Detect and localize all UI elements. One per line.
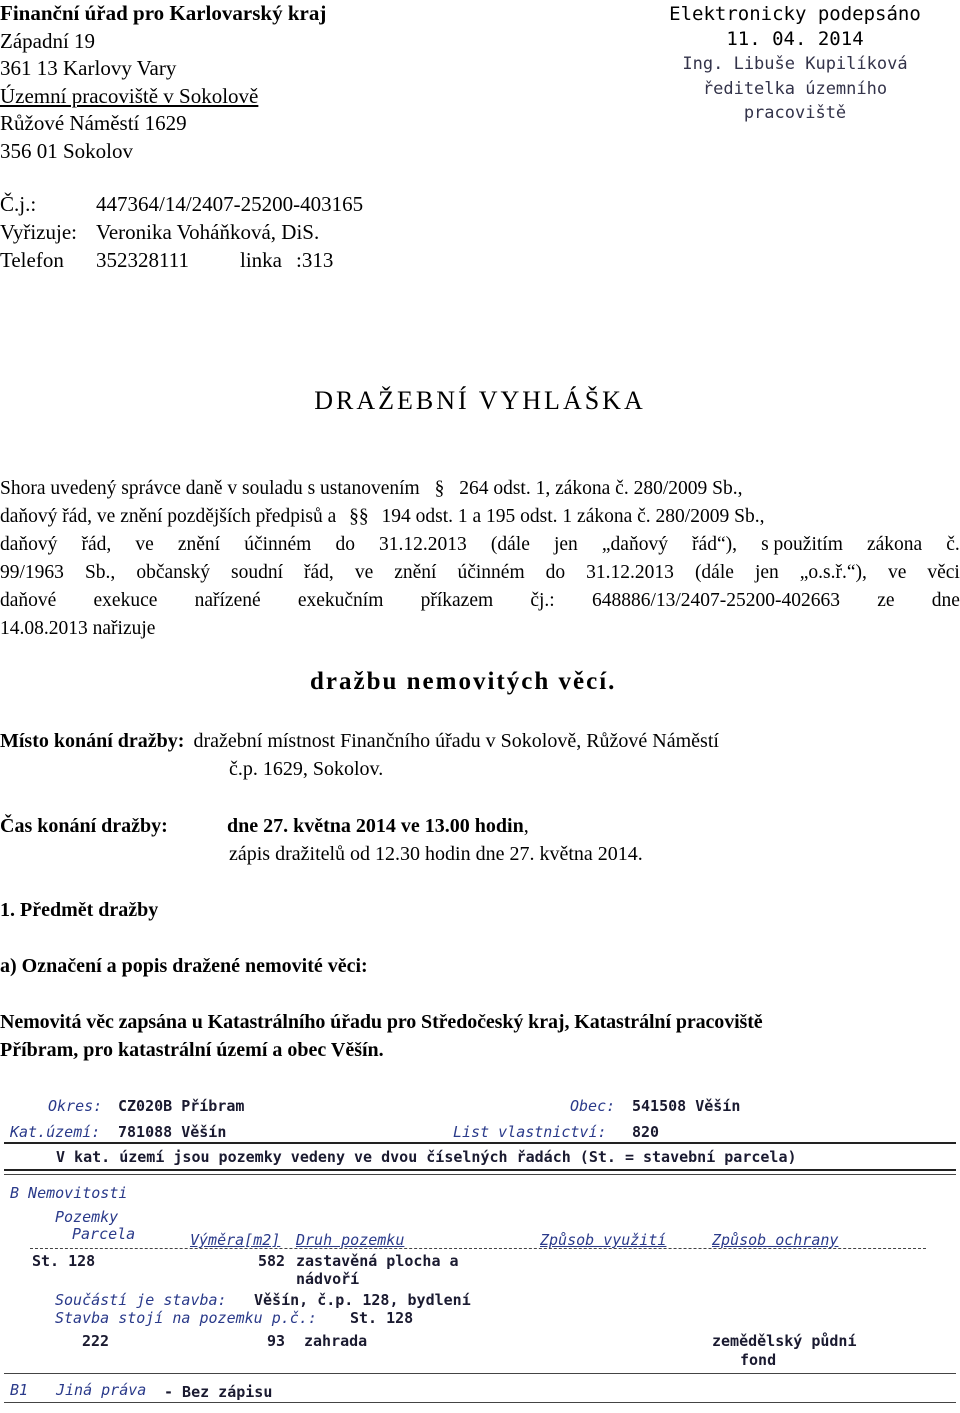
intro-line-5 [0, 587, 960, 615]
divider-bottom [4, 1402, 956, 1403]
word: znění [394, 562, 437, 583]
branch-name: Územní pracoviště v Sokolově [0, 83, 259, 108]
time-line1 [227, 815, 529, 838]
time-label: Čas konání dražby: [0, 815, 168, 837]
word: čj.: [530, 590, 555, 611]
office-name: Finanční úřad pro Karlovarský kraj [0, 1, 327, 25]
col-zpusob-vyuziti: Způsob využití [540, 1231, 667, 1249]
stamp-signed-label: Elektronicky podepsáno [669, 3, 921, 25]
intro-line-1 [0, 475, 960, 503]
row2-protection-line1: zemědělský půdní [712, 1332, 857, 1350]
notice-row: V kat. území jsou pozemky vedeny ve dvou číselných řadách (St. = stavební parcela) [56, 1148, 797, 1166]
word: znění [177, 534, 221, 555]
linka-label: linka [240, 248, 282, 272]
word: ve [354, 562, 374, 583]
word: (dále [490, 534, 530, 555]
obec-label: Obec: [570, 1097, 616, 1115]
word: soudní [230, 562, 283, 583]
word: Sb., [84, 562, 116, 583]
intro-text: daňový řád, ve znění pozdějších předpisů a [0, 506, 337, 527]
cadastre-excerpt [0, 1085, 960, 1413]
okres-label: Okres: [48, 1097, 103, 1115]
word: daňové [0, 590, 57, 611]
word: 31.12.2013 [379, 534, 467, 555]
telefon-label: Telefon [0, 248, 64, 272]
word: občanský [136, 562, 210, 583]
stamp-role: ředitelka územního [702, 78, 888, 99]
linka-value: :313 [296, 248, 334, 272]
word: „o.s.ř.“), [799, 562, 867, 583]
katuzemi-value: 781088 Věšín [118, 1123, 227, 1141]
word: 99/1963 [0, 562, 64, 583]
section-sign: §§ [349, 506, 369, 527]
word: do [335, 534, 355, 555]
section-sign: § [434, 478, 445, 499]
divider-notice [4, 1169, 956, 1171]
section-b-label: B Nemovitosti [10, 1184, 128, 1202]
b1-text: Jiná práva [56, 1381, 147, 1399]
row2-protection-line2: fond [740, 1351, 777, 1369]
b1-label: B1 [10, 1381, 29, 1399]
lv-label: List vlastnictví: [453, 1123, 607, 1141]
b1-value: - Bez zápisu [164, 1383, 273, 1401]
vyrizuje-label: Vyřizuje: [0, 220, 77, 244]
word: příkazem [420, 590, 494, 611]
place-line2: č.p. 1629, Sokolov. [229, 758, 384, 780]
row2-parcel: 222 [82, 1332, 110, 1350]
divider-b1 [4, 1373, 956, 1374]
section-heading-a: a) Označení a popis dražené nemovité věci: [0, 955, 368, 977]
obec-value: 541508 Věšín [632, 1097, 741, 1115]
intro-line-3 [0, 531, 960, 559]
divider-notice-2 [4, 1174, 956, 1175]
cj-value: 447364/14/2407-25200-403165 [96, 192, 364, 216]
cj-label: Č.j.: [0, 192, 37, 216]
word: věci [927, 562, 960, 583]
divider-columns [30, 1248, 926, 1249]
row2-area: 93 [267, 1332, 286, 1350]
intro-text: 194 odst. 1 a 195 odst. 1 zákona č. 280/2009 Sb., [381, 506, 765, 527]
word: účinném [244, 534, 312, 555]
time-line2: zápis dražitelů od 12.30 hodin dne 27. května 2014. [229, 843, 643, 865]
word: jen [754, 562, 779, 583]
okres-value: CZ020B Příbram [118, 1097, 245, 1115]
signature-stamp [630, 2, 960, 126]
divider-top [4, 1142, 956, 1144]
word: do [545, 562, 566, 583]
word: dne [931, 590, 960, 611]
row1-type-line2: nádvoří [296, 1270, 360, 1288]
word: exekuce [93, 590, 158, 611]
place-label [0, 730, 719, 753]
vyrizuje-value: Veronika Voháňková, DiS. [96, 220, 320, 244]
katuzemi-label: Kat.území: [10, 1123, 101, 1141]
word: „daňový [601, 534, 668, 555]
soucasti-value: Věšín, č.p. 128, bydlení [254, 1291, 471, 1309]
stamp-date: 11. 04. 2014 [726, 28, 864, 50]
word: zákona [866, 534, 923, 555]
word: řád“), [692, 534, 737, 555]
col-zpusob-ochrany: Způsob ochrany [712, 1231, 839, 1249]
word: č. [946, 534, 960, 555]
branch-city: 356 01 Sokolov [0, 138, 134, 163]
time-date: dne 27. května 2014 ve 13.00 hodin [227, 815, 524, 837]
word: jen [553, 534, 578, 555]
word: řád, [81, 534, 112, 555]
col-vymera: Výměra[m2] [190, 1231, 281, 1249]
word: daňový [0, 534, 58, 555]
word: účinném [457, 562, 525, 583]
word: 31.12.2013 [586, 562, 674, 583]
intro-text: 264 odst. 1, zákona č. 280/2009 Sb., [459, 478, 743, 499]
stamp-role-2: pracoviště [743, 103, 847, 123]
word: 648886/13/2407-25200-402663 [591, 590, 841, 611]
word: exekučním [297, 590, 384, 611]
word: ve [135, 534, 154, 555]
intro-line-4 [0, 559, 960, 587]
row1-type-line1: zastavěná plocha a [296, 1252, 459, 1270]
office-street: Západní 19 [0, 28, 96, 53]
word: nařízené [194, 590, 261, 611]
parcela-label: Parcela [72, 1225, 136, 1243]
row1-parcel: St. 128 [32, 1252, 96, 1270]
auction-subtitle: dražbu nemovitých věcí. [310, 668, 617, 695]
row2-type: zahrada [304, 1332, 368, 1350]
stavba-label: Stavba stojí na pozemku p.č.: [55, 1309, 317, 1327]
word: ze [877, 590, 895, 611]
place-line1: dražební místnost Finančního úřadu v Sokolově, Růžové Náměstí [193, 730, 719, 752]
intro-text: Shora uvedený správce daně v souladu s ustanovením [0, 478, 420, 499]
lv-value: 820 [632, 1123, 660, 1141]
branch-street: Růžové Náměstí 1629 [0, 111, 187, 135]
office-address [0, 0, 326, 165]
document-title: DRAŽEBNÍ VYHLÁŠKA [314, 386, 646, 415]
property-line-2: Příbram, pro katastrální území a obec Věšín. [0, 1039, 384, 1061]
word: ve [887, 562, 907, 583]
property-line-1: Nemovitá věc zapsána u Katastrálního úřadu pro Středočeský kraj, Katastrální pracoviště [0, 1011, 763, 1033]
intro-line-6: 14.08.2013 nařizuje [0, 618, 156, 639]
section-heading-1: 1. Předmět dražby [0, 899, 159, 921]
stamp-signer: Ing. Libuše Kupilíková [682, 54, 908, 74]
telefon-value: 352328111 [96, 248, 189, 272]
intro-line-2 [0, 503, 960, 531]
row1-area: 582 [258, 1252, 286, 1270]
col-druh: Druh pozemku [296, 1231, 405, 1249]
pozemky-label: Pozemky [55, 1208, 119, 1226]
office-city: 361 13 Karlovy Vary [0, 56, 177, 80]
stavba-value: St. 128 [350, 1309, 414, 1327]
word: řád, [304, 562, 334, 583]
soucasti-label: Součástí je stavba: [55, 1291, 227, 1309]
word: s použitím [761, 534, 843, 555]
time-comma: , [523, 815, 529, 837]
place-label-text: Místo konání dražby: [0, 730, 185, 752]
intro-paragraph [0, 475, 960, 643]
word: (dále [694, 562, 734, 583]
